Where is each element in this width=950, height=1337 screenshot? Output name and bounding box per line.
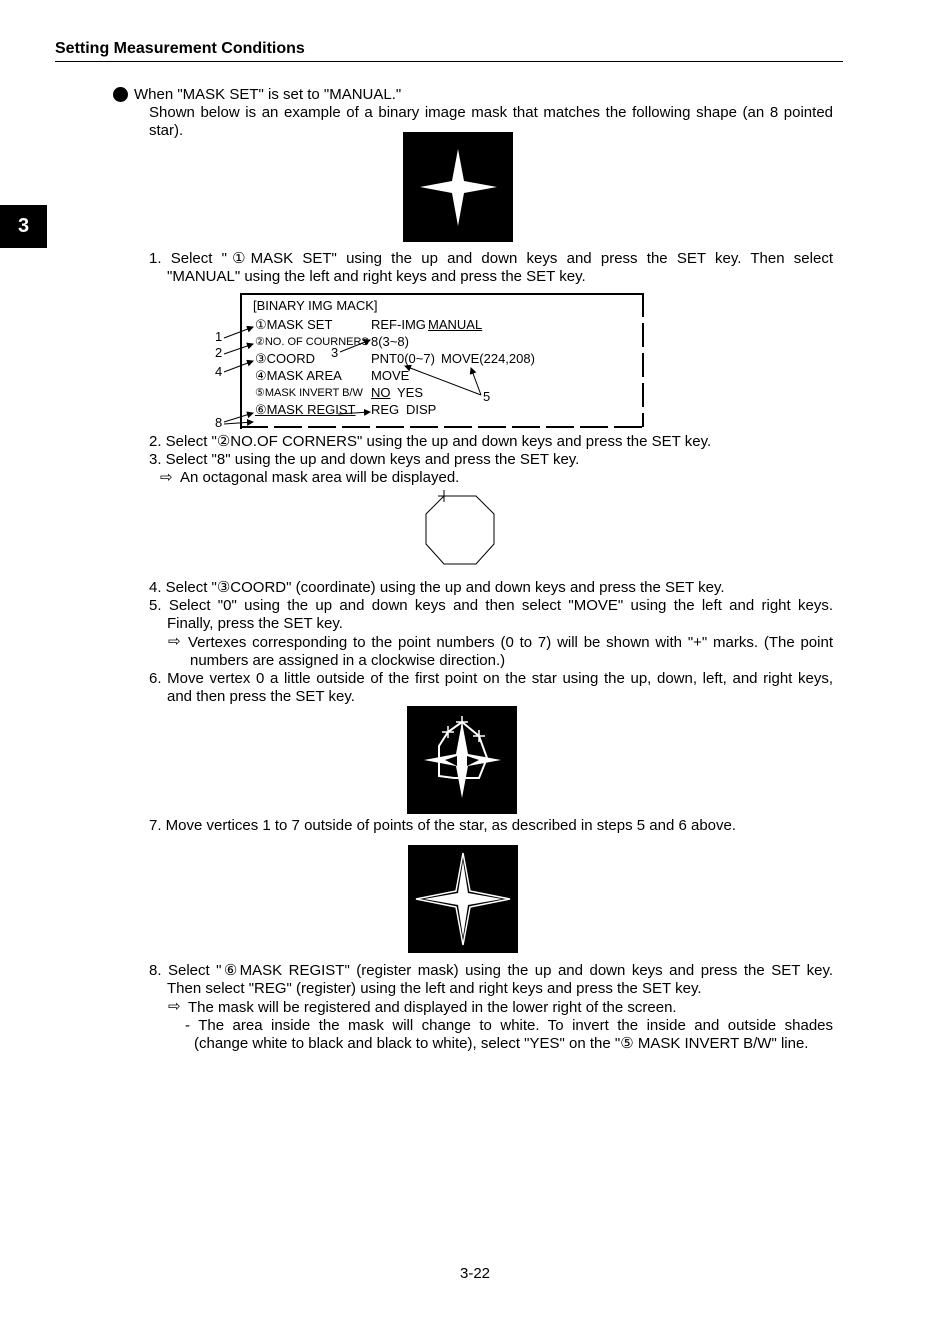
callout-number: 5 — [483, 389, 491, 404]
step-4: 4. Select "③COORD" (coordinate) using the up and down keys and press the SET key. — [149, 579, 725, 596]
page-header-title: Setting Measurement Conditions — [55, 40, 305, 57]
result-arrow-icon: ⇨ — [168, 633, 181, 650]
step-3-result: An octagonal mask area will be displayed. — [180, 469, 460, 486]
menu-row-label: ①MASK SET — [255, 317, 333, 332]
step-5-line-1: 5. Select "0" using the up and down keys and then select "MOVE" using the left and right keys. — [149, 597, 833, 614]
intro-bullet-text: When "MASK SET" is set to "MANUAL." — [134, 86, 402, 103]
result-arrow-icon: ⇨ — [160, 469, 173, 486]
menu-row-label: ⑥MASK REGIST — [255, 402, 356, 417]
menu-title: [BINARY IMG MACK] — [253, 298, 378, 313]
callout-number: 8 — [215, 415, 223, 430]
menu-row-value: 8(3~8) — [371, 334, 409, 349]
menu-row-value: MOVE(224,208) — [441, 351, 535, 366]
step-2: 2. Select "②NO.OF CORNERS" using the up and down keys and press the SET key. — [149, 433, 712, 450]
menu-row-value: DISP — [406, 402, 437, 417]
octagon-mask-image — [420, 486, 500, 570]
step-6-line-2: and then press the SET key. — [167, 688, 355, 705]
result-arrow-icon: ⇨ — [168, 998, 181, 1015]
star-with-octagon-image — [407, 706, 517, 814]
page-number: 3-22 — [459, 1265, 491, 1282]
callout-number: 1 — [215, 329, 223, 344]
step-8-note-line-2: (change white to black and black to white), select "YES" on the "⑤ MASK INVERT B/W" line. — [194, 1035, 809, 1052]
chapter-tab: 3 — [0, 205, 47, 248]
callout-number: 4 — [215, 364, 223, 379]
step-7: 7. Move vertices 1 to 7 outside of points of the star, as described in steps 5 and 6 above. — [149, 817, 737, 834]
intro-line-2: star). — [149, 122, 184, 139]
step-5-result-line-2: numbers are assigned in a clockwise direction.) — [190, 652, 506, 669]
intro-line-1: Shown below is an example of a binary image mask that matches the following shape (an 8 pointed — [149, 104, 833, 121]
menu-row-value: YES — [397, 385, 424, 400]
step-5-line-2: Finally, press the SET key. — [167, 615, 343, 632]
menu-row-label: ②NO. OF COURNERS — [255, 336, 369, 348]
menu-row-label: ④MASK AREA — [255, 368, 342, 383]
menu-row-label: ③COORD — [255, 351, 316, 366]
star-with-mask-image — [408, 845, 518, 953]
step-3: 3. Select "8" using the up and down keys and press the SET key. — [149, 451, 580, 468]
menu-row-value: REG — [371, 402, 400, 417]
callout-number: 3 — [331, 345, 339, 360]
step-1-line-1: 1. Select "①MASK SET" using the up and down keys and press the SET key. Then select — [149, 250, 833, 267]
step-8-line-2: Then select "REG" (register) using the left and right keys and press the SET key. — [167, 980, 702, 997]
step-5-result-line-1: Vertexes corresponding to the point numbers (0 to 7) will be shown with "+" marks. (The point — [188, 634, 833, 651]
menu-row-value-selected: NO — [371, 385, 391, 400]
step-8-line-1: 8. Select "⑥MASK REGIST" (register mask) using the up and down keys and press the SET key. — [149, 962, 833, 979]
callout-arrows — [0, 0, 950, 440]
step-1-line-2: "MANUAL" using the left and right keys and press the SET key. — [167, 268, 586, 285]
step-6-line-1: 6. Move vertex 0 a little outside of the first point on the star using the up, down, left, and right keys, — [149, 670, 833, 687]
menu-row-value: REF-IMG — [371, 317, 426, 332]
callout-number: 2 — [215, 345, 223, 360]
step-8-result: The mask will be registered and displayed in the lower right of the screen. — [188, 999, 677, 1016]
menu-row-value: PNT0(0~7) — [371, 351, 435, 366]
menu-row-label: ⑤MASK INVERT B/W — [255, 387, 363, 399]
menu-row-value-selected: MANUAL — [428, 317, 483, 332]
step-8-note-line-1: - The area inside the mask will change to white. To invert the inside and outside shades — [185, 1017, 833, 1034]
menu-row-value: MOVE — [371, 368, 410, 383]
